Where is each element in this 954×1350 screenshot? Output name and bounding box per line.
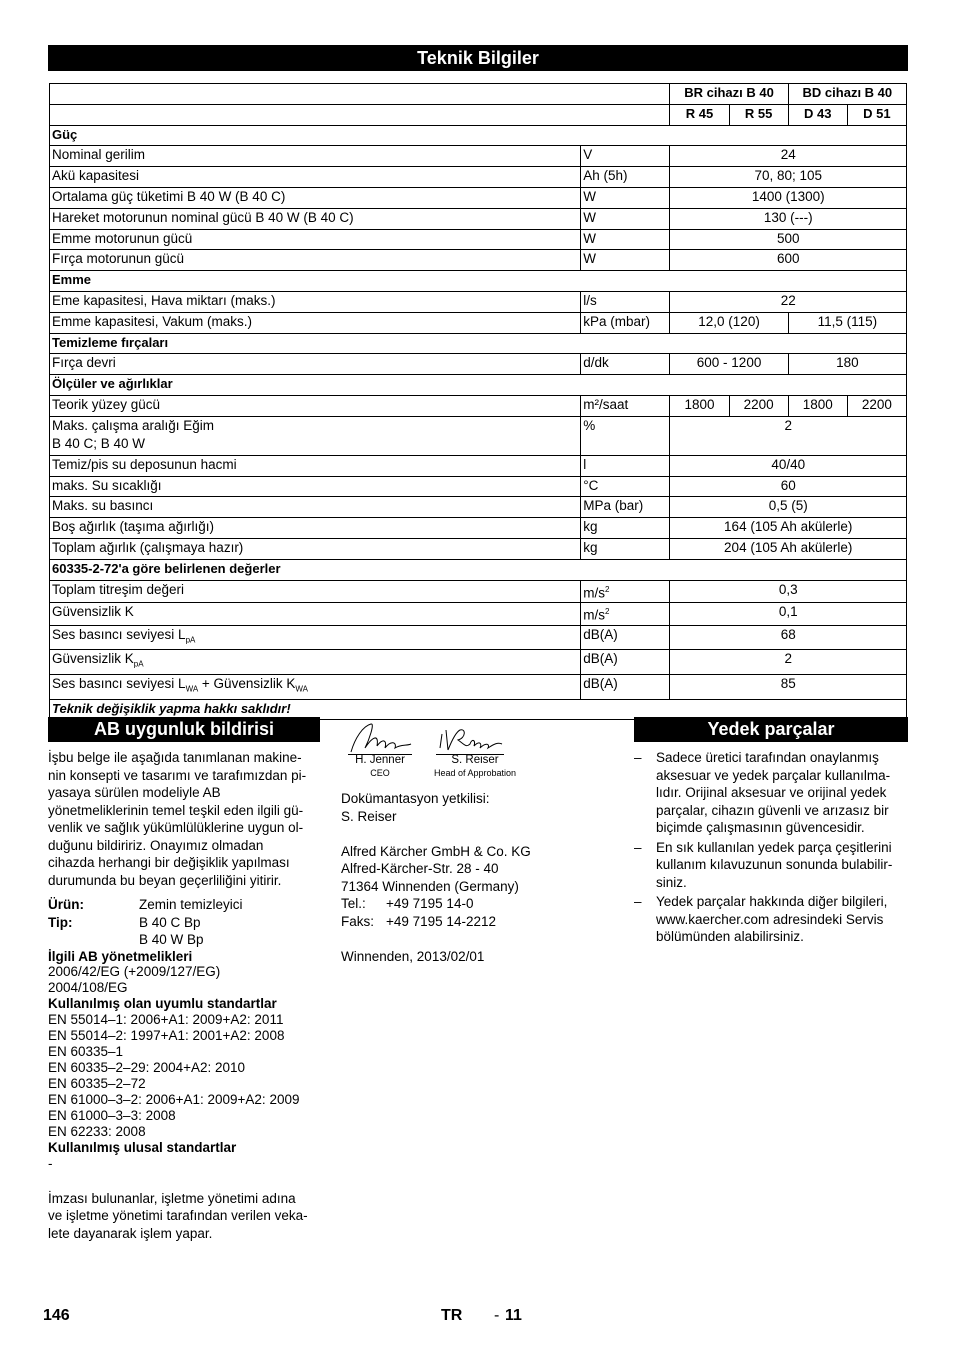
model-header: R 45 bbox=[670, 104, 729, 125]
table-row: Emme kapasitesi, Vakum (maks.) kPa (mbar) 12,0 (120) 11,5 (115) bbox=[50, 312, 907, 333]
company-street: Alfred-Kärcher-Str. 28 - 40 bbox=[341, 861, 499, 876]
ab-closing-line: lete dayanarak işlem yapar. bbox=[48, 1225, 213, 1241]
spec-table bbox=[49, 83, 907, 720]
standard-item: EN 55014–1: 2006+A1: 2009+A2: 2011 bbox=[48, 1011, 284, 1027]
signer-1: H. Jenner CEO bbox=[355, 754, 405, 778]
table-row: Ses basıncı seviyesi $L_{pA}$ dB(A) 68 bbox=[50, 625, 907, 650]
tel-row: Tel.: +49 7195 14-0 bbox=[341, 896, 474, 911]
table-section-header: Temizleme fırçaları bbox=[50, 333, 907, 354]
list-item: – Yedek parçalar hakkında diğer bilgileri, www.kaercher.com adresindeki Servis bölümünden alabilirsiniz. bbox=[634, 894, 888, 944]
table-section-header: 60335-2-72'a göre belirlenen değerler bbox=[50, 559, 907, 580]
ab-intro-line: duğunu bildiririz. Onayımız olmadan bbox=[48, 837, 264, 853]
table-row: Ses basıncı seviyesi $L_{WA}$ + Güvensizlik $K_{WA}$ dB(A) 85 bbox=[50, 674, 907, 699]
doc-label: Dokümantasyon yetkilisi: bbox=[341, 791, 490, 806]
section-title-yedek-parcalar: Yedek parçalar bbox=[634, 717, 908, 742]
standard-item: EN 55014–2: 1997+A1: 2001+A2: 2008 bbox=[48, 1027, 285, 1043]
table-row: Güvensizlik K $m/s^2$ 0,1 bbox=[50, 603, 907, 626]
ab-intro-line: İşbu belge ile aşağıda tanımlanan makine- bbox=[48, 750, 302, 765]
standard-item: EN 61000–3–3: 2008 bbox=[48, 1107, 176, 1123]
national-title: Kullanılmış ulusal standartlar bbox=[48, 1139, 237, 1155]
standard-item: EN 60335–1 bbox=[48, 1043, 124, 1059]
section-page-number: 11 bbox=[505, 1307, 522, 1324]
list-item: – Sadece üretici tarafından onaylanmış aksesuar ve yedek parçalar kullanılma- lıdır. Orijinal aksesuar ve orijinal yedek parçalar, cihazın güvenli ve arızasız bir biçimde çalışmasının güvencesidir. bbox=[634, 750, 891, 835]
standards-title: Kullanılmış olan uyumlu standartlar bbox=[48, 995, 277, 1011]
model-header: D 43 bbox=[788, 104, 847, 125]
group-header-br: BR cihazı B 40 bbox=[670, 84, 788, 105]
model-header: R 55 bbox=[729, 104, 788, 125]
section-title-teknik-bilgiler: Teknik Bilgiler bbox=[48, 45, 908, 71]
list-item: – En sık kullanılan yedek parça çeşitlerini kullanım kılavuzunun sonunda bulabilir- siniz. bbox=[634, 839, 893, 890]
table-row: Maks. çalışma aralığı Eğim B 40 C; B 40 W % 2 bbox=[50, 416, 907, 455]
ab-intro-line: durumunda bu beyan geçerliliğini yitirir. bbox=[48, 872, 282, 888]
table-row: Akü kapasitesi Ah (5h) 70, 80; 105 bbox=[50, 167, 907, 188]
ab-intro-line: cihazda herhangi bir değişiklik yapılması bbox=[48, 855, 290, 870]
table-row: Ortalama güç tüketimi B 40 W (B 40 C) W 1400 (1300) bbox=[50, 187, 907, 208]
table-row: Teorik yüzey gücü m²/saat 1800 2200 1800 2200 bbox=[50, 395, 907, 416]
ab-intro-line: nin konsepti ve tasarımı ve tarafımızdan pi- bbox=[48, 767, 307, 783]
footer-separator: - bbox=[494, 1307, 500, 1324]
fax-row: Faks: +49 7195 14-2212 bbox=[341, 913, 496, 929]
table-section-header: Emme bbox=[50, 271, 907, 292]
product-row: Ürün: Zemin temizleyici bbox=[48, 897, 243, 912]
signature-reiser bbox=[436, 722, 508, 756]
national-value: - bbox=[48, 1155, 53, 1171]
table-row: Eme kapasitesi, Hava miktarı (maks.) l/s 22 bbox=[50, 291, 907, 312]
ab-closing-line: İmzası bulunanlar, işletme yönetimi adına bbox=[48, 1190, 296, 1206]
directive-item: 2006/42/EG (+2009/127/EG) bbox=[48, 963, 221, 979]
table-row: Hareket motorunun nominal gücü B 40 W (B 40 C) W 130 (---) bbox=[50, 208, 907, 229]
ab-column bbox=[48, 749, 328, 1242]
doc-name: S. Reiser bbox=[341, 808, 397, 824]
table-footnote: Teknik değişiklik yapma hakkı saklıdır! bbox=[50, 699, 907, 720]
table-row: Boş ağırlık (taşıma ağırlığı) kg 164 (105 Ah akülerle) bbox=[50, 518, 907, 539]
standard-item: EN 61000–3–2: 2006+A1: 2009+A2: 2009 bbox=[48, 1091, 300, 1107]
table-row: maks. Su sıcaklığı °C 60 bbox=[50, 476, 907, 497]
contact-column bbox=[341, 790, 621, 965]
type-row: B 40 W Bp bbox=[139, 932, 204, 947]
standard-item: EN 62233: 2008 bbox=[48, 1123, 146, 1139]
table-section-header: Ölçüler ve ağırlıklar bbox=[50, 375, 907, 396]
company-name: Alfred Kärcher GmbH & Co. KG bbox=[341, 843, 531, 859]
table-row: Temiz/pis su deposunun hacmi l 40/40 bbox=[50, 455, 907, 476]
place-date: Winnenden, 2013/02/01 bbox=[341, 948, 485, 964]
company-city: 71364 Winnenden (Germany) bbox=[341, 878, 519, 894]
model-header: D 51 bbox=[847, 104, 906, 125]
section-title-ab: AB uygunluk bildirisi bbox=[48, 717, 320, 742]
table-row: Emme motorunun gücü W 500 bbox=[50, 229, 907, 250]
table-row: Toplam ağırlık (çalışmaya hazır) kg 204 (105 Ah akülerle) bbox=[50, 538, 907, 559]
table-row: Fırça motorunun gücü W 600 bbox=[50, 250, 907, 271]
page-number: 146 bbox=[43, 1307, 70, 1324]
directives-title: İlgili AB yönetmelikleri bbox=[48, 948, 193, 964]
ab-intro-line: yasaya sürülen modeliyle AB bbox=[48, 785, 221, 800]
group-header-bd: BD cihazı B 40 bbox=[788, 84, 906, 105]
standard-item: EN 60335–2–29: 2004+A2: 2010 bbox=[48, 1059, 246, 1075]
ab-closing-line: ve işletme yönetimi tarafından verilen veka- bbox=[48, 1208, 308, 1223]
table-row: Nominal gerilim V 24 bbox=[50, 146, 907, 167]
table-row: Güvensizlik $K_{pA}$ dB(A) 2 bbox=[50, 650, 907, 675]
language-code: TR bbox=[441, 1307, 463, 1324]
parts-column bbox=[634, 749, 914, 948]
directive-item: 2004/108/EG bbox=[48, 979, 128, 995]
table-row: Fırça devri d/dk 600 - 1200 180 bbox=[50, 354, 907, 375]
table-section-header: Güç bbox=[50, 125, 907, 146]
signature-jenner bbox=[345, 718, 417, 758]
ab-intro-line: yönetmeliklerinin temel teşkil eden ilgili gü- bbox=[48, 802, 304, 818]
ab-intro-line: venlik ve sağlık yükümlülüklerine uygun ol- bbox=[48, 820, 304, 835]
table-row: Maks. su basıncı MPa (bar) 0,5 (5) bbox=[50, 497, 907, 518]
signer-2: S. Reiser Head of Approbation bbox=[433, 754, 517, 778]
standard-item: EN 60335–2–72 bbox=[48, 1075, 146, 1091]
type-row: Tip: B 40 C Bp bbox=[48, 914, 201, 930]
table-row: Toplam titreşim değeri $m/s^2$ 0,3 bbox=[50, 580, 907, 603]
